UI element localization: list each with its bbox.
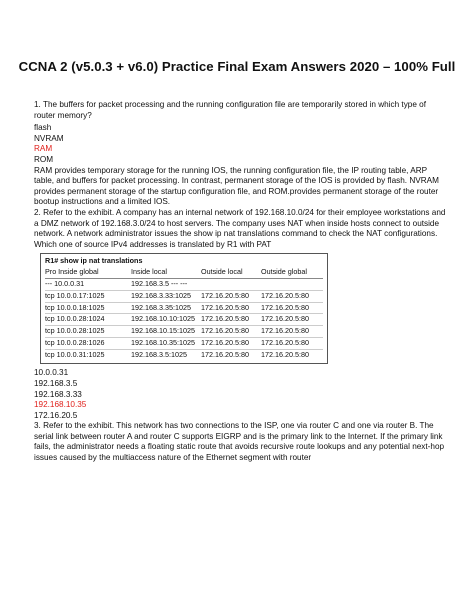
q1-option: ROM (34, 154, 54, 164)
nat-table-row (45, 302, 323, 314)
nat-cell: 192.168.10.15:1025 (131, 326, 195, 336)
nat-translations-exhibit (40, 253, 328, 364)
nat-table (45, 267, 323, 360)
nat-cell (201, 278, 261, 290)
nat-cell: tcp 10.0.0.28:1025 (45, 326, 105, 336)
nat-cell: tcp 10.0.0.18:1025 (45, 302, 105, 312)
nat-cell (261, 278, 323, 290)
q1-options (34, 123, 446, 165)
q2-options (34, 368, 446, 421)
q2-question: 2. Refer to the exhibit. A company has an internal network of 192.168.10.0/24 for their employee workstations and a DMZ network of 192.168.3.0/24 to host servers. The company uses NAT when inside hosts connect to outside network. A network administrator issues the show ip nat translations command to check the NAT configurations. Which one of source IPv4 addresses is translated by R1 with PAT (34, 207, 446, 249)
q2-option: 192.168.3.33 (34, 389, 82, 399)
nat-table-row (45, 337, 323, 349)
document-body (34, 100, 446, 464)
q1-option-correct: RAM (34, 144, 53, 154)
nat-cell: 172.16.20.5:80 (201, 337, 249, 347)
nat-cell: tcp 10.0.0.28:1024 (45, 314, 105, 324)
nat-cell: 192.168.3.33:1025 (131, 290, 191, 300)
nat-table-header (45, 267, 323, 278)
nat-cell: tcp 10.0.0.31:1025 (45, 349, 105, 359)
q2-option: 172.16.20.5 (34, 410, 78, 420)
nat-cell: tcp 10.0.0.17:1025 (45, 290, 105, 300)
q1-option: flash (34, 123, 52, 133)
nat-table-row (45, 314, 323, 326)
q1-question: 1. The buffers for packet processing and the running configuration file are temporarily stored in which type of router memory? (34, 100, 427, 120)
nat-table-row (45, 326, 323, 338)
nat-cell: 172.16.20.5:80 (201, 290, 249, 300)
nat-cell: 172.16.20.5:80 (261, 314, 309, 324)
nat-cell: tcp 10.0.0.28:1026 (45, 337, 105, 347)
nat-cell: 172.16.20.5:80 (201, 314, 249, 324)
nat-cell: 172.16.20.5:80 (261, 302, 309, 312)
nat-cell: 192.168.10.10:1025 (131, 314, 195, 324)
nat-cell: 192.168.10.35:1025 (131, 337, 195, 347)
nat-cell: 172.16.20.5:80 (261, 337, 309, 347)
q2-option-correct: 192.168.10.35 (34, 400, 87, 410)
nat-cell: 172.16.20.5:80 (261, 326, 309, 336)
nat-table-row (45, 290, 323, 302)
nat-col-header: Outside local (201, 267, 243, 277)
q1-explanation: RAM provides temporary storage for the running IOS, the running configuration file, the IP routing table, ARP table, and buffers for packet processing. In contrast, permanent storage of the IOS is provided by flash. NVRAM provides permanent storage of the startup configuration file, and ROM.provides permanent storage of the router bootup instructions and a limited IOS. (34, 165, 439, 207)
nat-cell: --- 10.0.0.31 (45, 278, 85, 288)
nat-col-header: Outside global (261, 267, 307, 277)
nat-cell: 172.16.20.5:80 (261, 349, 309, 359)
nat-cell: 192.168.3.5:1025 (131, 349, 187, 359)
nat-col-header: Inside local (131, 267, 167, 277)
nat-cell: 192.168.3.35:1025 (131, 302, 191, 312)
nat-cell: 192.168.3.5 --- --- (131, 278, 188, 288)
nat-cell: 172.16.20.5:80 (201, 302, 249, 312)
nat-table-row (45, 278, 323, 290)
nat-cell: 172.16.20.5:80 (261, 290, 309, 300)
q1-option: NVRAM (34, 133, 64, 143)
q2-option: 10.0.0.31 (34, 368, 69, 378)
nat-table-row (45, 349, 323, 360)
exhibit-command: R1# show ip nat translations (45, 256, 143, 266)
q2-option: 192.168.3.5 (34, 378, 78, 388)
q3-question: 3. Refer to the exhibit. This network has two connections to the ISP, one via router C and one via router B. The serial link between router A and router C supports EIGRP and is the primary link to the Internet. If the primary link fails, the administrator needs a floating static route that avoids recursive route lookups and any potential next-hop issues caused by the multiaccess nature of the Ethernet segment with router (34, 421, 445, 463)
nat-cell: 172.16.20.5:80 (201, 326, 249, 336)
nat-col-header: Pro Inside global (45, 267, 99, 277)
document-title: CCNA 2 (v5.0.3 + v6.0) Practice Final Exam Answers 2020 – 100% Full (18, 59, 456, 74)
nat-cell: 172.16.20.5:80 (201, 349, 249, 359)
